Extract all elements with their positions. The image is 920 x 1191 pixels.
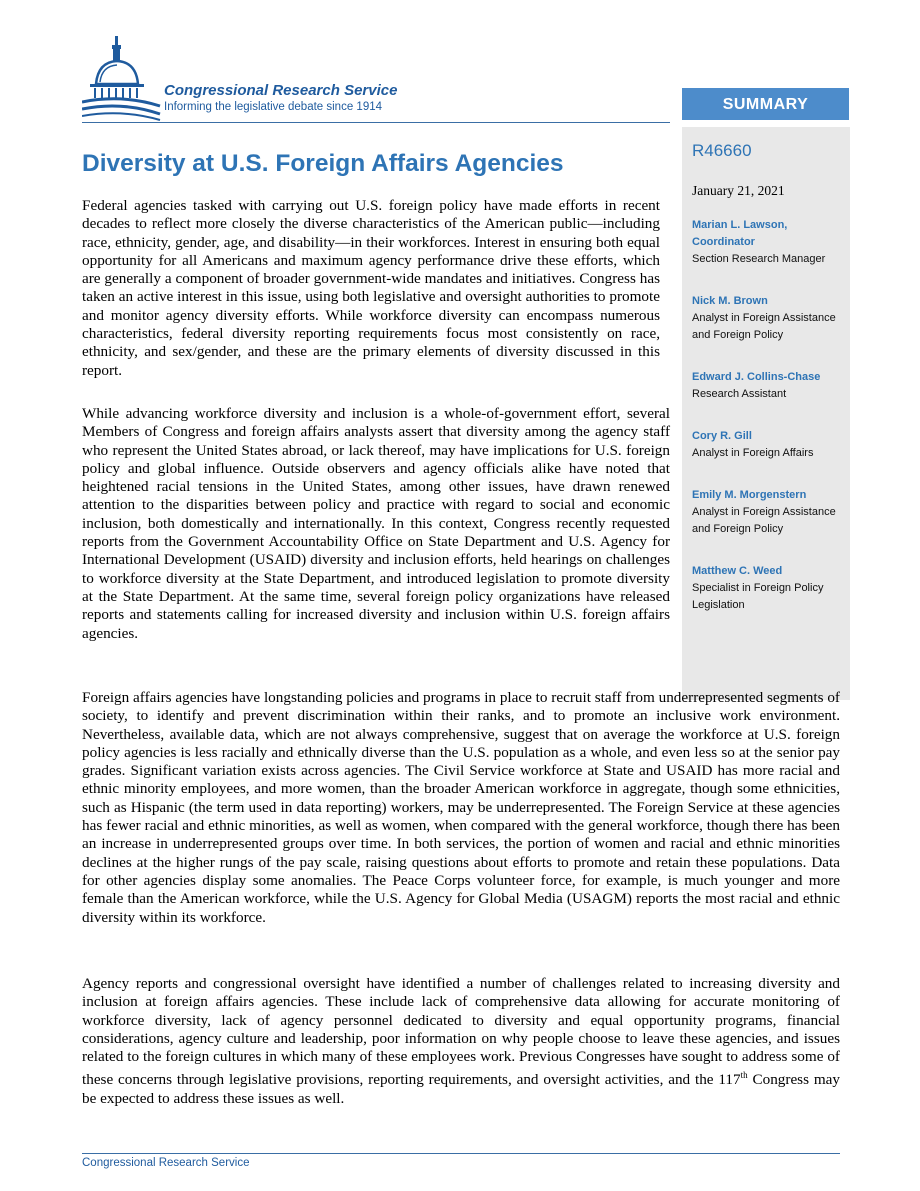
author-name: Nick M. Brown [692, 295, 768, 307]
author-entry [692, 293, 847, 344]
author-list [692, 217, 847, 639]
footer-text: Congressional Research Service [82, 1157, 250, 1169]
author-name: Emily M. Morgenstern [692, 489, 807, 501]
header-divider [82, 122, 670, 123]
author-role: Analyst in Foreign Affairs [692, 447, 814, 459]
paragraph-text: Congress may be expected to address these issues as well. [82, 1071, 840, 1107]
paragraph-text: Agency reports and congressional oversight have identified a number of challenges related to increasing diversity and inclusion at foreign affairs agencies. These include lack of comprehensive data allowing for accurate monitoring of workforce diversity, lack of agency personnel dedicated to diversity and equal opportunity programs, financial considerations, agency culture and leadership, poor information on why people choose to leave these agencies, and issues related to the foreign cultures in which many of these employees work. Previous Congresses have sought to address some of these concerns through legislative provisions, reporting requirements, and oversight activities, and the 117 [82, 975, 840, 1089]
author-entry [692, 217, 847, 268]
summary-paragraph-2: While advancing workforce diversity and inclusion is a whole-of-government effort, several Members of Congress and foreign affairs analysts assert that diversity among the agency staff who represent the United States abroad, or lack thereof, may have implications for U.S. foreign policy and global influence. Outside observers and agency officials alike have noted that heightened racial tensions in the United States, among other issues, have drawn renewed attention to the disparities between policy and practice with regard to social and economic inclusion, both domestically and internationally. In this context, Congress recently requested reports from the Government Accountability Office on State Department and U.S. Agency for International Development (USAID) diversity and inclusion efforts, held hearings on challenges to workforce diversity at the State Department, and introduced legislation to promote diversity at the State Department. At the same time, several foreign policy organizations have released reports and statements calling for increased diversity and inclusion within U.S. foreign affairs agencies. [82, 405, 670, 642]
org-tagline: Informing the legislative debate since 1914 [164, 101, 383, 113]
author-role: Specialist in Foreign Policy Legislation [692, 582, 824, 611]
summary-paragraph-3: Foreign affairs agencies have longstanding policies and programs in place to recruit staff from underrepresented segments of society, to identify and prevent discrimination within their ranks, and to promote an inclusive work environment. Nevertheless, available data, which are not always comprehensive, suggest that on average the workforce at U.S. foreign policy agencies is less racially and ethnically diverse than the U.S. population as a whole, and even less so at the senior pay grades. Significant variation exists across agencies. The Civil Service workforce at State and USAID has more racial and ethnic minority employees, and more women, than the broader American workforce in aggregate, though some ethnicities, such as Hispanic (the term used in data reporting) workers, may be underrepresented. The Foreign Service at these agencies has fewer racial and ethnic minorities, as well as women, when compared with the general workforce, though there has been an increase in underrepresented groups over time. In both services, the portion of women and racial and ethnic minorities declines at the higher rungs of the pay scale, raising questions about efforts to promote and retain these populations. Data for other agencies display some anomalies. The Peace Corps volunteer force, for example, is much younger and more female than the American workforce, while the U.S. Agency for Global Media (USAGM) reports the most racial and ethnic diversity within its workforce. [82, 689, 840, 926]
author-name: Cory R. Gill [692, 430, 752, 442]
author-entry [692, 428, 847, 462]
author-entry [692, 563, 847, 614]
author-name: Marian L. Lawson, Coordinator [692, 219, 788, 248]
page-title: Diversity at U.S. Foreign Affairs Agencies [82, 150, 564, 177]
author-role: Research Assistant [692, 388, 787, 400]
author-role: Analyst in Foreign Assistance and Foreign Policy [692, 506, 836, 535]
footer-divider [82, 1153, 840, 1154]
summary-paragraph-1: Federal agencies tasked with carrying out U.S. foreign policy have made efforts in recent decades to reflect more closely the diverse characteristics of the American public—including race, ethnicity, gender, age, and disability—in their workforces. Interest in ensuring both equal opportunity for all Americans and maximum agency performance drive these efforts, which are generally a component of broader government-wide mandates and initiatives. Congress has taken an active interest in this issue, using both legislative and oversight authorities to promote and monitor agency diversity efforts. While workforce diversity can encompass numerous characteristics, federal diversity reporting requirements focus most consistently on race, ethnicity, and sex/gender, and these are the primary elements of diversity discussed in this report. [82, 197, 660, 379]
summary-tab: SUMMARY [682, 88, 849, 120]
report-date: January 21, 2021 [692, 183, 785, 198]
ordinal-suffix: th [740, 1070, 748, 1081]
author-entry [692, 487, 847, 538]
author-name: Matthew C. Weed [692, 565, 783, 577]
summary-paragraph-4 [82, 975, 840, 1108]
author-name: Edward J. Collins-Chase [692, 371, 821, 383]
report-number: R46660 [692, 141, 752, 160]
author-role: Section Research Manager [692, 253, 826, 265]
author-entry [692, 369, 847, 403]
org-name: Congressional Research Service [164, 82, 398, 99]
crs-logo [82, 34, 482, 124]
capitol-dome-icon [82, 34, 162, 124]
author-role: Analyst in Foreign Assistance and Foreign Policy [692, 312, 836, 341]
